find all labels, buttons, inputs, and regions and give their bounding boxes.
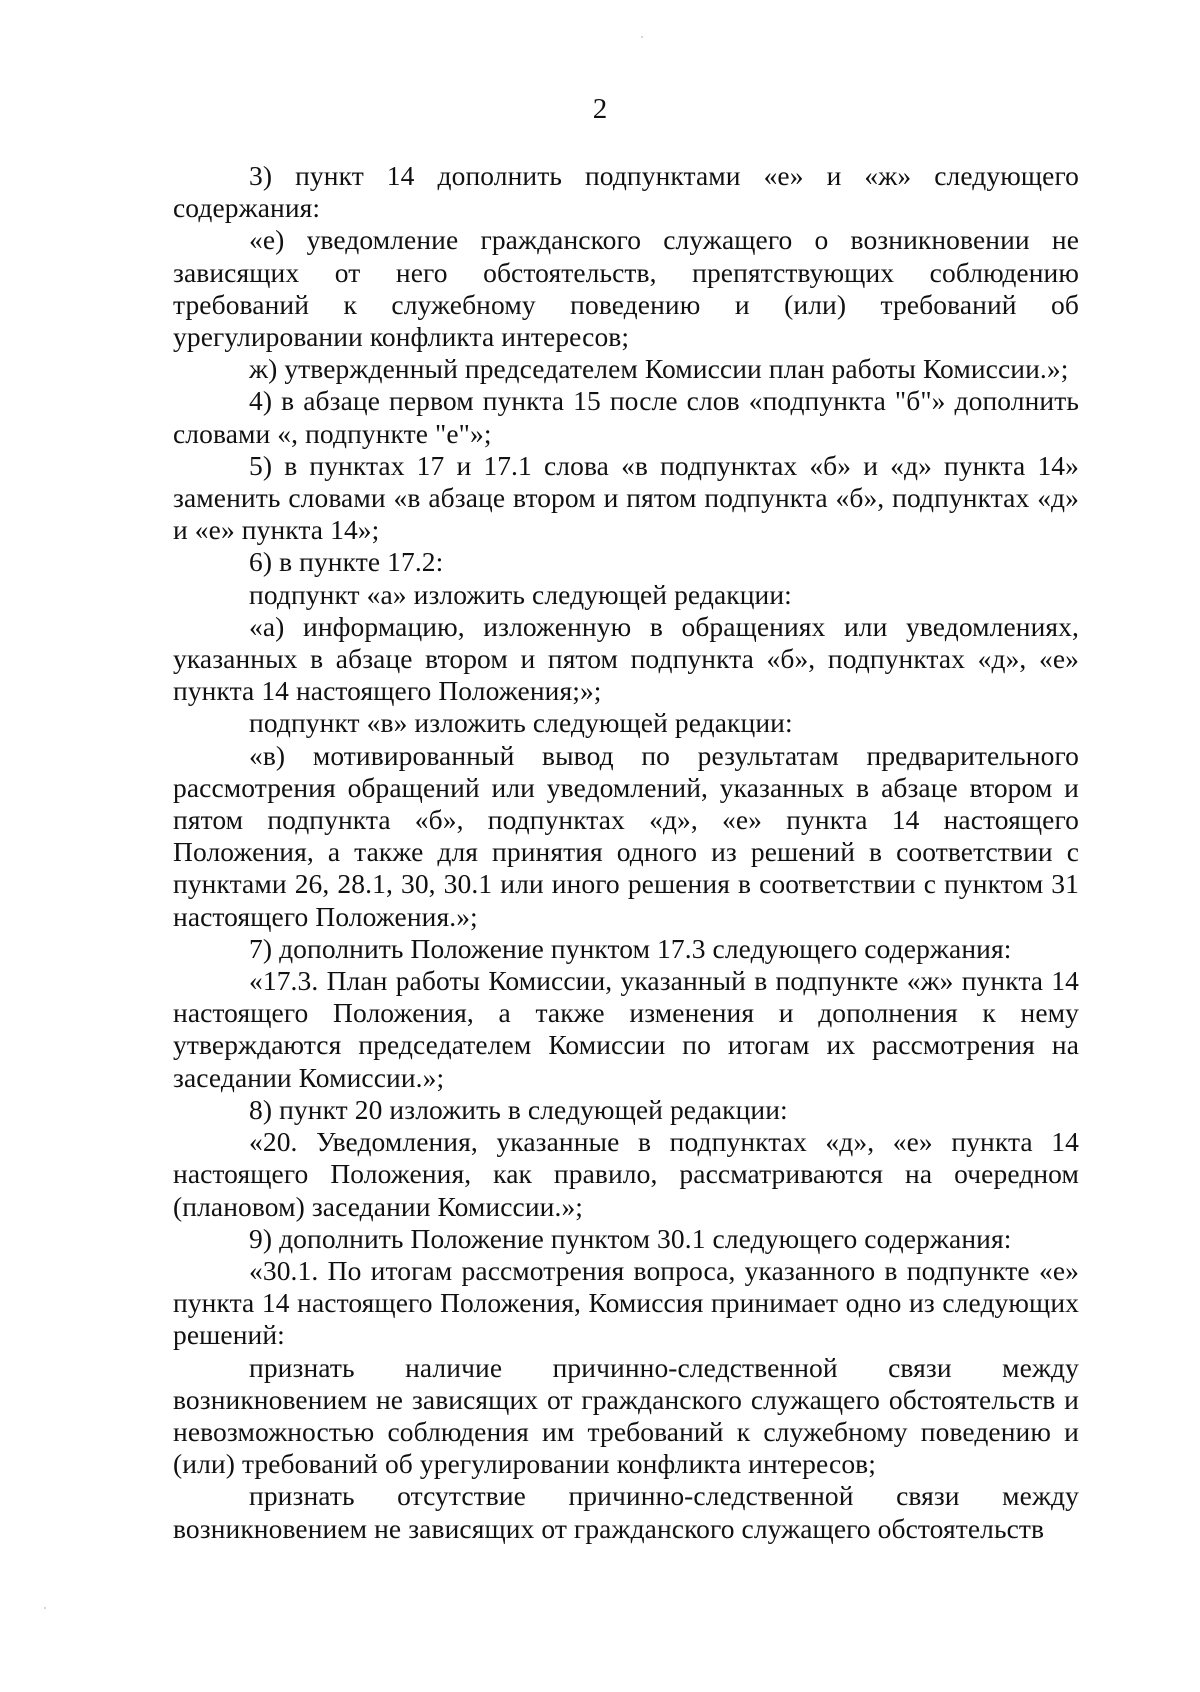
paragraph: 6) в пункте 17.2: xyxy=(249,546,444,578)
paragraph: признать наличие причинно-следственной связи между возникновением не зависящих от гражданского служащего обстоятельств и невозможностью соблюдения им требований к служебному поведению и (или) требований об урегулировании конфликта интересов; xyxy=(173,1351,1079,1480)
paragraph: «20. Уведомления, указанные в подпунктах «д», «е» пункта 14 настоящего Положения, как правило, рассматриваются на очередном (плановом) заседании Комиссии.»; xyxy=(173,1126,1079,1222)
paragraph: 7) дополнить Положение пунктом 17.3 следующего содержания: xyxy=(249,932,1012,964)
paragraph: 5) в пунктах 17 и 17.1 слова «в подпунктах «б» и «д» пункта 14» заменить словами «в абзаце втором и пятом подпункта «б», подпунктах «д» и «е» пункта 14»; xyxy=(173,449,1079,546)
scan-speck xyxy=(44,1607,46,1609)
paragraph: ж) утвержденный председателем Комиссии план работы Комиссии.»; xyxy=(249,353,1069,385)
paragraph: «е) уведомление гражданского служащего о возникновении не зависящих от него обстоятельств, препятствующих соблюдению требований к служебному поведению и (или) требований об урегулировании конфликта интересов; xyxy=(173,224,1079,353)
paragraph: «30.1. По итогам рассмотрения вопроса, указанного в подпункте «е» пункта 14 настоящего Положения, Комиссия принимает одно из следующих решений: xyxy=(173,1254,1079,1351)
scan-speck xyxy=(641,36,643,38)
paragraph: 3) пункт 14 дополнить подпунктами «е» и «ж» следующего содержания: xyxy=(173,160,1079,224)
paragraph: подпункт «а» изложить следующей редакции: xyxy=(249,578,792,610)
paragraph: «а) информацию, изложенную в обращениях или уведомлениях, указанных в абзаце втором и пятом подпункта «б», подпунктах «д», «е» пункта 14 настоящего Положения;»; xyxy=(173,610,1079,707)
paragraph: признать отсутствие причинно-следственной связи между возникновением не зависящих от гражданского служащего обстоятельств xyxy=(173,1480,1079,1544)
document-body xyxy=(173,160,1079,1545)
paragraph: «в) мотивированный вывод по результатам предварительного рассмотрения обращений или уведомлений, указанных в абзаце втором и пятом подпункта «б», подпунктах «д», «е» пункта 14 настоящего Положения, а также для принятия одного из решений в соответствии с пунктами 26, 28.1, 30, 30.1 или иного решения в соответствии с пунктом 31 настоящего Положения.»; xyxy=(173,739,1079,932)
paragraph: 4) в абзаце первом пункта 15 после слов «подпункта "б"» дополнить словами «, подпункте "е"»; xyxy=(173,385,1079,449)
page-number: 2 xyxy=(592,93,608,125)
paragraph: 9) дополнить Положение пунктом 30.1 следующего содержания: xyxy=(249,1222,1012,1254)
paragraph: «17.3. План работы Комиссии, указанный в подпункте «ж» пункта 14 настоящего Положения, а также изменения и дополнения к нему утверждаются председателем Комиссии по итогам их рассмотрения на заседании Комиссии.»; xyxy=(173,965,1079,1093)
paragraph: подпункт «в» изложить следующей редакции: xyxy=(249,707,793,739)
paragraph: 8) пункт 20 изложить в следующей редакции: xyxy=(249,1093,788,1125)
